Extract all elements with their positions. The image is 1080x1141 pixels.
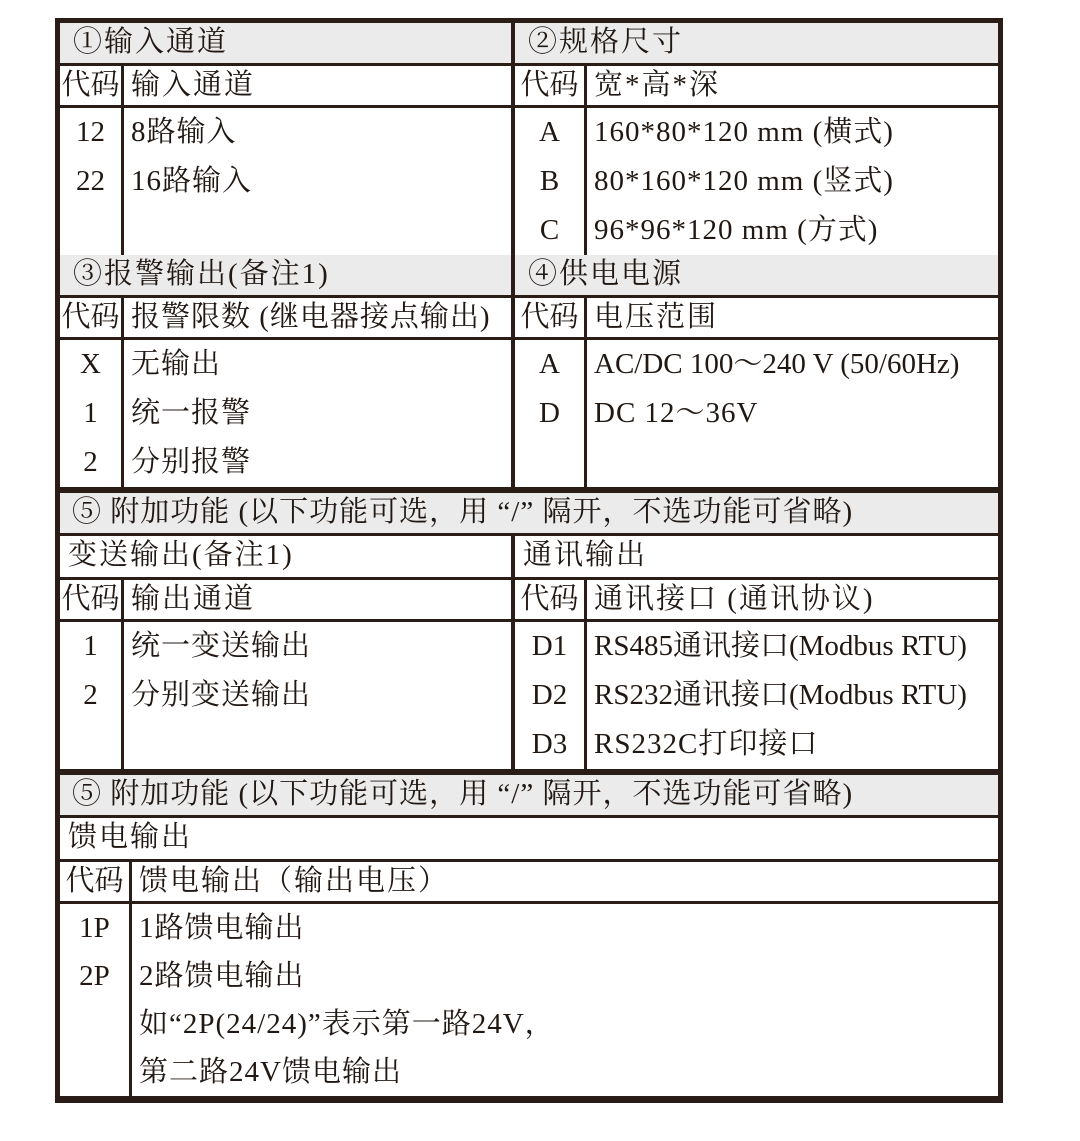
column-headers xyxy=(60,298,511,340)
data-area xyxy=(60,340,511,487)
desc-cell: 分别报警 xyxy=(131,446,252,478)
desc-cell: 8路输入 xyxy=(131,116,237,148)
section-dimensions xyxy=(515,23,998,255)
subsection-title: 馈电输出 xyxy=(60,818,998,862)
code-cell: B xyxy=(539,165,560,197)
section-input-channel xyxy=(60,23,515,255)
section-transmit-output xyxy=(60,536,515,769)
desc-cell: AC/DC 100～240 V (50/60Hz) xyxy=(594,348,960,380)
code-header: 代码 xyxy=(60,580,124,619)
code-column xyxy=(60,340,124,487)
code-cell: 2P xyxy=(79,959,110,992)
desc-header: 宽*高*深 xyxy=(594,69,721,101)
desc-cell: 如“2P(24/24)”表示第一路24V， xyxy=(139,1007,555,1040)
section-title: ①输入通道 xyxy=(60,23,511,66)
code-column xyxy=(60,108,124,255)
addon-functions-banner-2: ⑤ 附加功能 (以下功能可选，用 “/” 隔开，不选功能可省略) xyxy=(60,773,998,818)
code-cell xyxy=(60,1000,129,1048)
code-cell: 22 xyxy=(76,165,105,197)
code-cell xyxy=(60,1048,129,1096)
section-feed-output xyxy=(60,818,998,1096)
code-column xyxy=(515,340,587,487)
code-header: 代码 xyxy=(60,862,132,901)
ordering-code-table xyxy=(55,18,1003,1103)
code-cell: X xyxy=(80,348,101,380)
code-cell: 1 xyxy=(83,630,98,662)
section-power-supply xyxy=(515,255,998,487)
data-area xyxy=(515,108,998,255)
code-column xyxy=(515,108,587,255)
code-cell: D3 xyxy=(531,728,568,760)
section-comm-output xyxy=(515,536,998,769)
desc-header: 馈电输出（输出电压） xyxy=(139,865,450,897)
section-alarm-output xyxy=(60,255,515,487)
desc-cell: 160*80*120 mm (横式) xyxy=(594,116,894,148)
code-cell: 1 xyxy=(83,397,98,429)
column-headers xyxy=(515,298,998,340)
data-area xyxy=(60,622,511,769)
section-row-2 xyxy=(60,255,998,491)
code-column xyxy=(60,622,124,769)
desc-column xyxy=(124,108,511,255)
desc-column xyxy=(587,340,998,487)
section-title: ②规格尺寸 xyxy=(515,23,998,66)
code-cell: D2 xyxy=(531,679,568,711)
column-headers xyxy=(515,66,998,108)
desc-cell: 统一报警 xyxy=(131,397,252,429)
desc-cell: 1路馈电输出 xyxy=(139,911,305,944)
desc-cell: 2路馈电输出 xyxy=(139,959,305,992)
desc-column xyxy=(587,108,998,255)
code-header: 代码 xyxy=(515,298,587,337)
desc-cell: 80*160*120 mm (竖式) xyxy=(594,165,894,197)
desc-cell: RS232C打印接口 xyxy=(594,728,819,760)
section-title: ④供电电源 xyxy=(515,255,998,298)
code-header: 代码 xyxy=(60,66,124,105)
desc-cell: 第二路24V馈电输出 xyxy=(139,1055,402,1088)
desc-column xyxy=(587,622,998,769)
desc-header: 报警限数 (继电器接点输出) xyxy=(131,301,491,333)
desc-header: 输出通道 xyxy=(131,583,256,615)
column-headers xyxy=(60,66,511,108)
code-column xyxy=(515,622,587,769)
code-cell: 2 xyxy=(83,446,98,478)
desc-cell: 分别变送输出 xyxy=(131,679,312,711)
code-cell: A xyxy=(539,348,560,380)
desc-header: 通讯接口 (通讯协议) xyxy=(594,583,875,615)
desc-cell: DC 12～36V xyxy=(594,397,759,429)
subsection-title: 通讯输出 xyxy=(515,536,998,580)
data-area xyxy=(515,622,998,769)
code-cell: 1P xyxy=(79,911,110,944)
desc-header: 电压范围 xyxy=(594,301,719,333)
subsection-title: 变送输出(备注1) xyxy=(60,536,511,580)
desc-cell: RS485通讯接口(Modbus RTU) xyxy=(594,630,967,662)
desc-cell: 统一变送输出 xyxy=(131,630,312,662)
desc-cell: 16路输入 xyxy=(131,165,253,197)
data-area xyxy=(515,340,998,487)
code-header: 代码 xyxy=(515,580,587,619)
desc-cell: RS232通讯接口(Modbus RTU) xyxy=(594,679,967,711)
column-headers xyxy=(515,580,998,622)
data-area xyxy=(60,108,511,255)
desc-column xyxy=(124,622,511,769)
section-row-3 xyxy=(60,536,998,773)
code-header: 代码 xyxy=(515,66,587,105)
code-cell: 12 xyxy=(76,116,105,148)
code-cell: D xyxy=(539,397,560,429)
column-headers xyxy=(60,580,511,622)
desc-cell: 96*96*120 mm (方式) xyxy=(594,214,879,246)
code-header: 代码 xyxy=(60,298,124,337)
section-row-1 xyxy=(60,23,998,255)
code-cell: A xyxy=(539,116,560,148)
code-cell: 2 xyxy=(83,679,98,711)
data-area xyxy=(60,904,998,1096)
addon-functions-banner-1: ⑤ 附加功能 (以下功能可选，用 “/” 隔开，不选功能可省略) xyxy=(60,491,998,536)
column-headers xyxy=(60,862,998,904)
code-cell: D1 xyxy=(531,630,568,662)
section-title: ③报警输出(备注1) xyxy=(60,255,511,298)
desc-header: 输入通道 xyxy=(131,69,256,101)
desc-cell: 无输出 xyxy=(131,348,222,380)
desc-column xyxy=(124,340,511,487)
desc-column xyxy=(132,904,998,1096)
code-column xyxy=(60,904,132,1096)
code-cell: C xyxy=(539,214,560,246)
